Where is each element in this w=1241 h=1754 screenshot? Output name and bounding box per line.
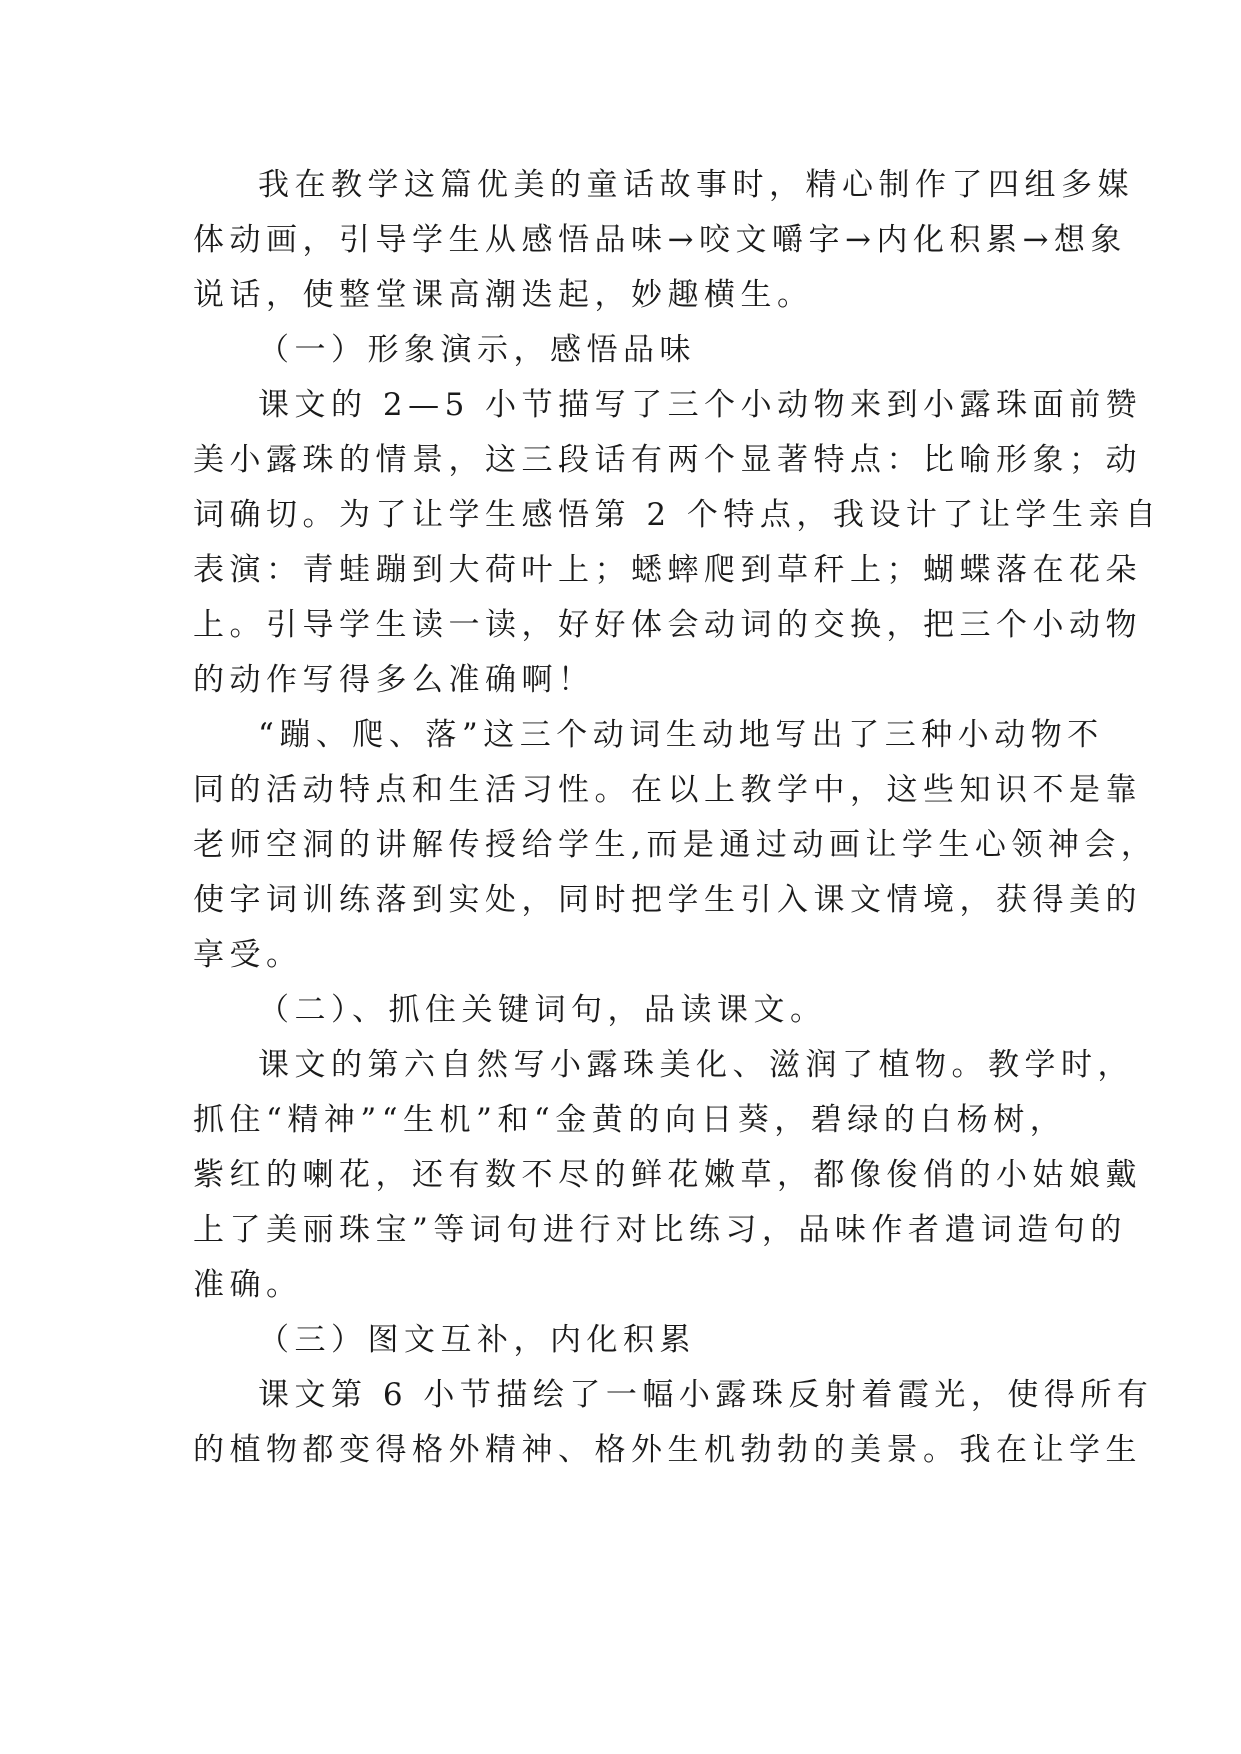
paragraph-2-line-6: 的动作写得多么准确啊！ [193,662,595,698]
section-heading-3: （三）图文互补，内化积累 [258,1322,696,1358]
section-heading-1: （一）形象演示，感悟品味 [258,332,696,368]
paragraph-4-line-1: 课文的第六自然写小露珠美化、滋润了植物。教学时， [258,1047,1134,1083]
paragraph-5-line-1: 课文第 6 小节描绘了一幅小露珠反射着霞光，使得所有 [258,1377,1154,1413]
paragraph-3-line-3: 老师空洞的讲解传授给学生,而是通过动画让学生心领神会， [193,827,1158,863]
paragraph-2-line-4: 表演：青蛙蹦到大荷叶上；蟋蟀爬到草秆上；蝴蝶落在花朵 [193,552,1142,588]
paragraph-3-line-2: 同的活动特点和生活习性。在以上教学中，这些知识不是靠 [193,772,1142,808]
paragraph-1-line-3: 说话，使整堂课高潮迭起，妙趣横生。 [193,277,814,313]
paragraph-5-line-2: 的植物都变得格外精神、格外生机勃勃的美景。我在让学生 [193,1432,1142,1468]
paragraph-4-line-3: 紫红的喇花，还有数不尽的鲜花嫩草，都像俊俏的小姑娘戴 [193,1157,1142,1193]
paragraph-3-line-1: “蹦、爬、落”这三个动词生动地写出了三种小动物不 [258,717,1104,753]
paragraph-3-line-5: 享受。 [193,937,303,973]
paragraph-2-line-5: 上。引导学生读一读，好好体会动词的交换，把三个小动物 [193,607,1142,643]
paragraph-1-line-2: 体动画，引导学生从感悟品味→咬文嚼字→内化积累→想象 [193,222,1127,258]
paragraph-2-line-3: 词确切。为了让学生感悟第 2 个特点，我设计了让学生亲自 [193,497,1162,533]
paragraph-4-line-2: 抓住“精神”“生机”和“金黄的向日葵，碧绿的白杨树， [193,1102,1067,1138]
paragraph-2-line-2: 美小露珠的情景，这三段话有两个显著特点：比喻形象；动 [193,442,1142,478]
section-heading-2: （二）、抓住关键词句，品读课文。 [258,992,827,1028]
paragraph-1-line-1: 我在教学这篇优美的童话故事时，精心制作了四组多媒 [258,167,1134,203]
paragraph-2-line-1: 课文的 2—5 小节描写了三个小动物来到小露珠面前赞 [258,387,1143,423]
paragraph-3-line-4: 使字词训练落到实处，同时把学生引入课文情境，获得美的 [193,882,1142,918]
paragraph-4-line-5: 准确。 [193,1267,303,1303]
paragraph-4-line-4: 上了美丽珠宝”等词句进行对比练习，品味作者遣词造句的 [193,1212,1127,1248]
